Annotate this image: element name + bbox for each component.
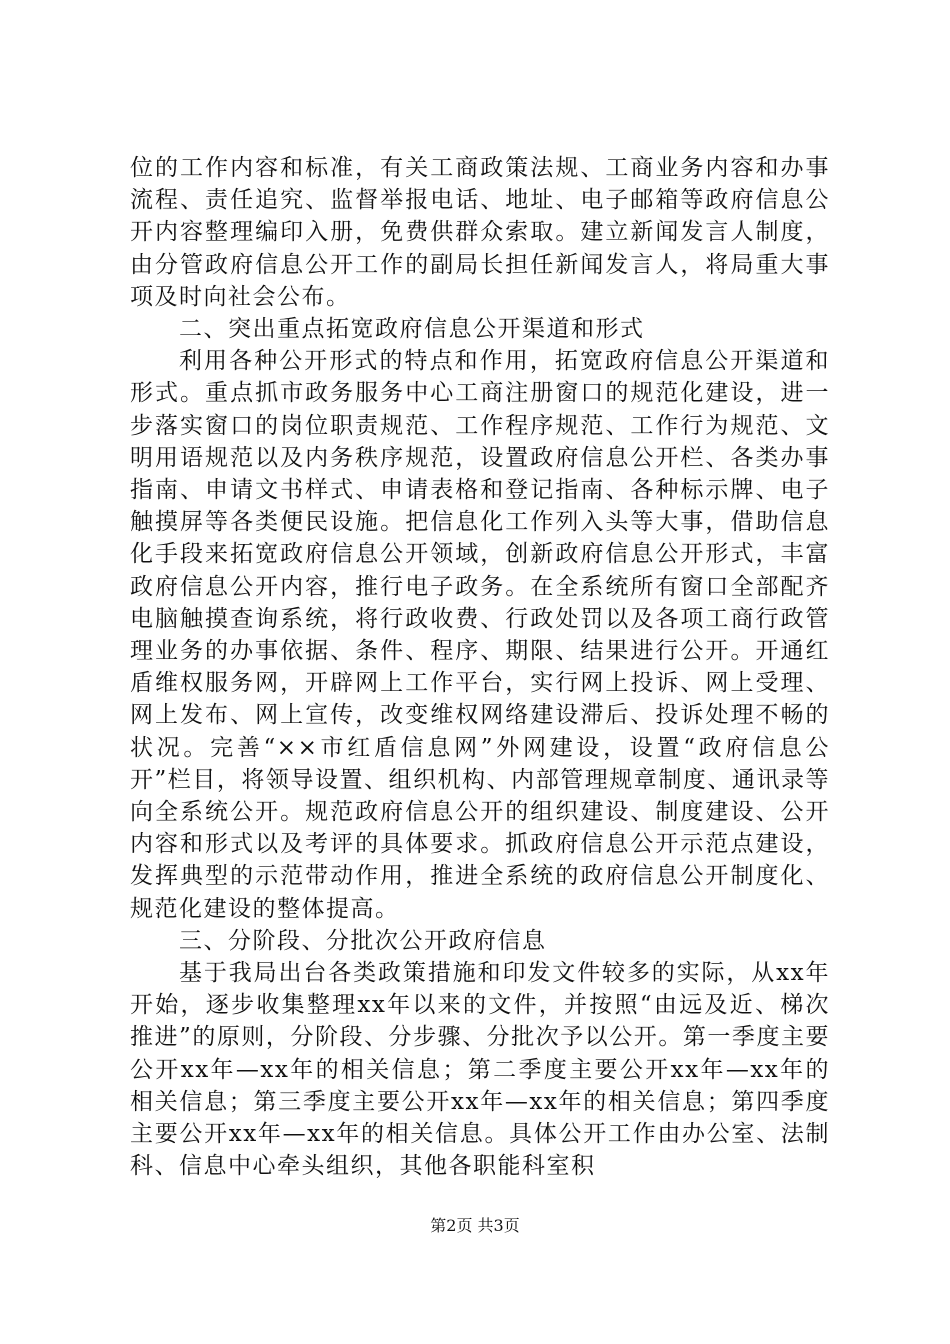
paragraph-section-3: 基于我局出台各类政策措施和印发文件较多的实际，从xx年开始，逐步收集整理xx年以来的文件，并按照“由远及近、梯次推进”的原则，分阶段、分步骤、分批次予以公开。第一季度主要公开xx年—xx年的相关信息；第二季度主要公开xx年—xx年的相关信息；第三季度主要公开xx年—xx年的相关信息；第四季度主要公开xx年—xx年的相关信息。具体公开工作由办公室、法制科、信息中心牵头组织，其他各职能科室积 [130,960,830,1180]
paragraph-section-2: 利用各种公开形式的特点和作用，拓宽政府信息公开渠道和形式。重点抓市政务服务中心工商注册窗口的规范化建设，进一步落实窗口的岗位职责规范、工作程序规范、工作行为规范、文明用语规范以及内务秩序规范，设置政府信息公开栏、各类办事指南、申请文书样式、申请表格和登记指南、各种标示牌、电子触摸屏等各类便民设施。把信息化工作列入头等大事，借助信息化手段来拓宽政府信息公开领域，创新政府信息公开形式，丰富政府信息公开内容，推行电子政务。在全系统所有窗口全部配齐电脑触摸查询系统，将行政收费、行政处罚以及各项工商行政管理业务的办事依据、条件、程序、期限、结果进行公开。开通红盾维权服务网，开辟网上工作平台，实行网上投诉、网上受理、网上发布、网上宣传，改变维权网络建设滞后、投诉处理不畅的状况。完善“××市红盾信息网”外网建设，设置“政府信息公开”栏目，将领导设置、组织机构、内部管理规章制度、通讯录等向全系统公开。规范政府信息公开的组织建设、制度建设、公开内容和形式以及考评的具体要求。抓政府信息公开示范点建设，发挥典型的示范带动作用，推进全系统的政府信息公开制度化、规范化建设的整体提高。 [130,348,830,922]
section-heading-3: 三、分阶段、分批次公开政府信息 [179,927,547,954]
section-heading-2: 二、突出重点拓宽政府信息公开渠道和形式 [179,316,645,343]
page-number: 第2页 共3页 [430,1216,520,1235]
document-body [130,152,830,1183]
paragraph-continued: 位的工作内容和标准，有关工商政策法规、工商业务内容和办事流程、责任追究、监督举报电话、地址、电子邮箱等政府信息公开内容整理编印入册，免费供群众索取。建立新闻发言人制度，由分管政府信息公开工作的副局长担任新闻发言人，将局重大事项及时向社会公布。 [130,155,830,310]
